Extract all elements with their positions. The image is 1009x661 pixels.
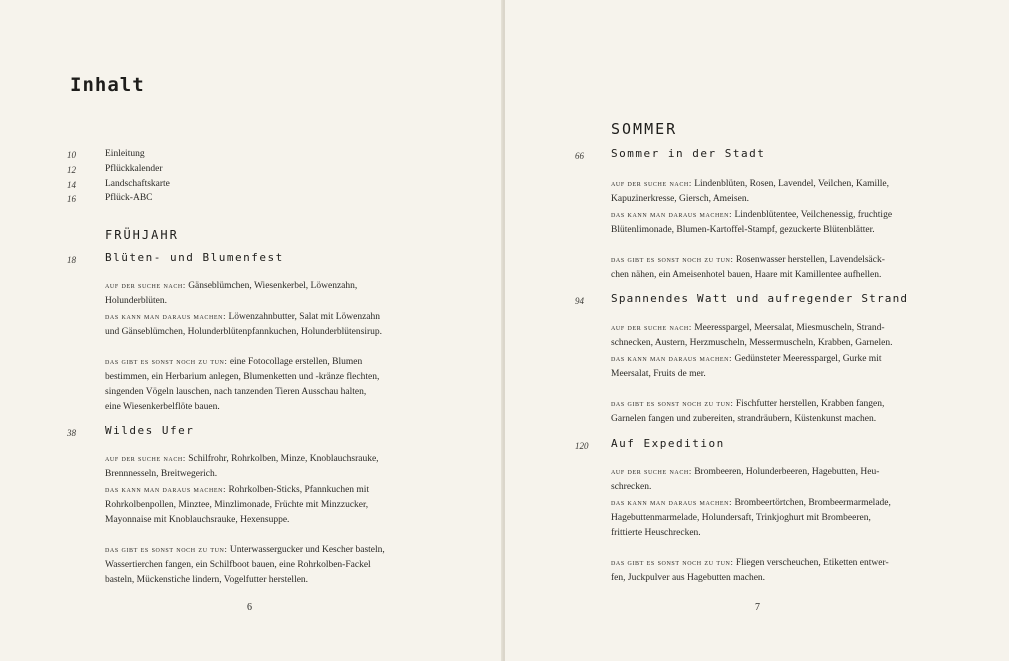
make-text: Lindenblütentee, Veilchenessig, fruchtige	[732, 210, 893, 220]
other-text: basteln, Mückenstiche lindern, Vogelfutter herstellen.	[105, 575, 309, 585]
make-text: Rohrkolben-Sticks, Pfannkuchen mit	[226, 485, 370, 495]
search-text: Gänseblümchen, Wiesenkerbel, Löwenzahn,	[185, 281, 358, 291]
make-text: frittierte Heuschrecken.	[611, 528, 701, 538]
page-number: 6	[247, 602, 252, 613]
search-text: Lindenblüten, Rosen, Lavendel, Veilchen, Kamille,	[691, 179, 889, 189]
make-text: Rohrkolbenpollen, Minztee, Minzlimonade, Früchte mit Minzzucker,	[105, 500, 369, 510]
other-label: das gibt es sonst noch zu tun:	[105, 356, 228, 366]
make-text: Mayonnaise mit Knoblauchsrauke, Hexensuppe.	[105, 515, 290, 525]
other-label: das gibt es sonst noch zu tun:	[611, 398, 734, 408]
search-label: auf der suche nach:	[105, 453, 186, 463]
chapter-details	[611, 176, 981, 283]
chapter-title[interactable]: Spannendes Watt und aufregender Strand	[611, 292, 909, 305]
search-label: auf der suche nach:	[105, 280, 186, 290]
make-text: Gedünsteter Meeresspargel, Gurke mit	[732, 354, 882, 364]
search-text: Brennnesseln, Breitwegerich.	[105, 469, 218, 479]
make-text: Meersalat, Fruits de mer.	[611, 369, 706, 379]
toc-item[interactable]: Pflück-ABC	[105, 193, 153, 203]
chapter-page-number: 120	[575, 441, 589, 451]
make-text: und Gänseblümchen, Holunderblütenpfannkuchen, Holunderblütensirup.	[105, 327, 383, 337]
toc-page-number: 12	[67, 165, 76, 175]
toc-item[interactable]: Pflückkalender	[105, 164, 163, 174]
season-heading: FRÜHJAHR	[105, 228, 179, 242]
search-text: schnecken, Austern, Herzmuscheln, Messermuscheln, Krabben, Garnelen.	[611, 338, 893, 348]
search-text: Meeresspargel, Meersalat, Miesmuscheln, Strand-	[691, 323, 885, 333]
other-text: Garnelen fangen und zubereiten, strandräubern, Küstenkunst machen.	[611, 414, 877, 424]
chapter-page-number: 66	[575, 151, 584, 161]
other-text: eine Wiesenkerbelflöte bauen.	[105, 402, 220, 412]
search-label: auf der suche nach:	[611, 466, 692, 476]
toc-item[interactable]: Einleitung	[105, 149, 145, 159]
other-text: Fischfutter herstellen, Krabben fangen,	[733, 399, 885, 409]
make-text: Hagebuttenmarmelade, Holundersaft, Trinkjoghurt mit Brombeeren,	[611, 513, 871, 523]
chapter-page-number: 38	[67, 428, 76, 438]
search-label: auf der suche nach:	[611, 178, 692, 188]
search-text: Holunderblüten.	[105, 296, 168, 306]
chapter-title[interactable]: Auf Expedition	[611, 437, 725, 450]
left-page	[0, 0, 502, 661]
make-label: das kann man daraus machen:	[611, 209, 733, 219]
search-text: Schilfrohr, Rohrkolben, Minze, Knoblauchsrauke,	[185, 454, 379, 464]
make-label: das kann man daraus machen:	[105, 311, 227, 321]
chapter-details	[105, 278, 475, 415]
other-label: das gibt es sonst noch zu tun:	[611, 254, 734, 264]
toc-page-number: 10	[67, 150, 76, 160]
chapter-page-number: 94	[575, 296, 584, 306]
make-text: Brombeertörtchen, Brombeermarmelade,	[732, 498, 891, 508]
make-label: das kann man daraus machen:	[105, 484, 227, 494]
chapter-page-number: 18	[67, 255, 76, 265]
other-label: das gibt es sonst noch zu tun:	[105, 544, 228, 554]
right-page	[505, 0, 1009, 661]
make-text: Löwenzahnbutter, Salat mit Löwenzahn	[226, 312, 381, 322]
make-text: Blütenlimonade, Blumen-Kartoffel-Stampf, gezuckerte Blütenblätter.	[611, 225, 875, 235]
search-text: Brombeeren, Holunderbeeren, Hagebutten, Heu-	[691, 467, 880, 477]
other-text: Rosenwasser herstellen, Lavendelsäck-	[733, 255, 885, 265]
chapter-details	[611, 320, 981, 427]
other-text: eine Fotocollage erstellen, Blumen	[227, 357, 363, 367]
toc-page-number: 16	[67, 194, 76, 204]
search-text: Kapuzinerkresse, Giersch, Ameisen.	[611, 194, 749, 204]
search-text: schrecken.	[611, 482, 652, 492]
other-text: chen nähen, ein Ameisenhotel bauen, Haare mit Kamillentee aufhellen.	[611, 270, 882, 280]
make-label: das kann man daraus machen:	[611, 497, 733, 507]
other-text: Fliegen verscheuchen, Etiketten entwer-	[733, 558, 889, 568]
search-label: auf der suche nach:	[611, 322, 692, 332]
season-heading: SOMMER	[611, 120, 678, 138]
other-text: singenden Vögeln lauschen, nach tanzenden Tieren Ausschau halten,	[105, 387, 367, 397]
page-number: 7	[755, 602, 760, 613]
other-text: bestimmen, ein Herbarium anlegen, Blumenketten und -kränze flechten,	[105, 372, 380, 382]
toc-page-number: 14	[67, 180, 76, 190]
chapter-title[interactable]: Blüten- und Blumenfest	[105, 251, 284, 264]
make-label: das kann man daraus machen:	[611, 353, 733, 363]
chapter-title[interactable]: Wildes Ufer	[105, 424, 195, 437]
chapter-details	[105, 451, 475, 588]
chapter-title[interactable]: Sommer in der Stadt	[611, 147, 766, 160]
contents-heading: Inhalt	[70, 74, 145, 96]
other-text: Wassertierchen fangen, ein Schilfboot bauen, eine Rohrkolben-Fackel	[105, 560, 371, 570]
other-label: das gibt es sonst noch zu tun:	[611, 557, 734, 567]
other-text: Unterwassergucker und Kescher basteln,	[227, 545, 385, 555]
other-text: fen, Juckpulver aus Hagebutten machen.	[611, 573, 766, 583]
chapter-details	[611, 464, 981, 586]
toc-item[interactable]: Landschaftskarte	[105, 179, 170, 189]
